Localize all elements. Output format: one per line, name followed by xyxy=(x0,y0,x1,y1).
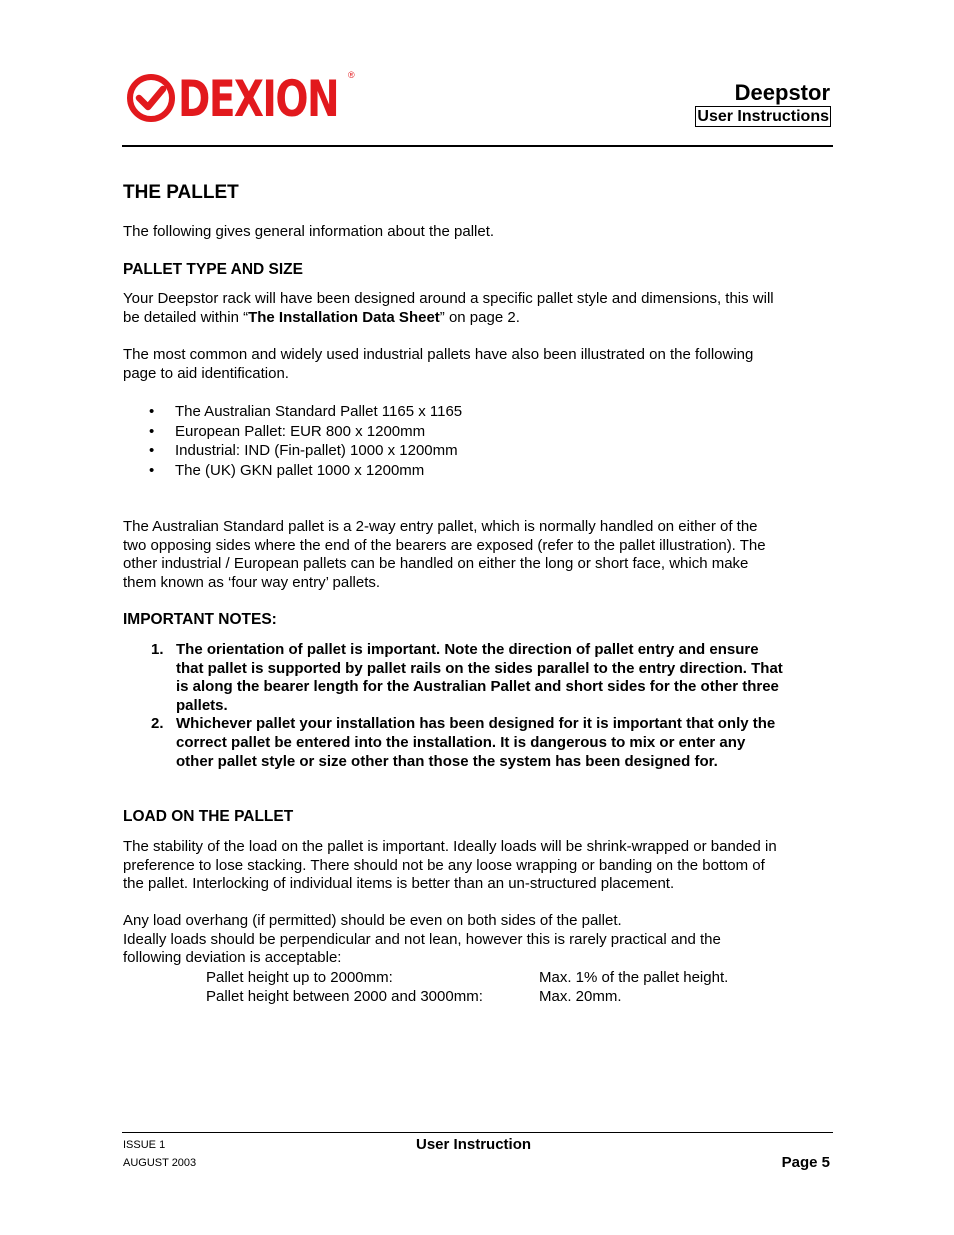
list-item: • European Pallet: EUR 800 x 1200mm xyxy=(149,422,426,440)
dexion-logo xyxy=(126,70,358,126)
pallet-type-para3 xyxy=(123,518,843,592)
deviation-row: Pallet height between 2000 and 3000mm: Max. 20mm. xyxy=(206,988,622,1005)
check-circle-icon xyxy=(126,73,176,123)
para-line: Ideally loads should be perpendicular and not lean, however this is rarely practical and the xyxy=(123,930,721,948)
footer-page-number: Page 5 xyxy=(781,1154,830,1171)
para-line: The Australian Standard pallet is a 2-way entry pallet, which is normally handled on either of the xyxy=(123,518,758,535)
note-item: 1. The orientation of pallet is important. Note the direction of pallet entry and ensure that pallet is supported by pallet rails on the sides parallel to the entry direction. That is along the bearer length for the Australian Pallet and short sides for the other three pallets. xyxy=(151,641,783,714)
footer-issue: ISSUE 1 xyxy=(123,1139,166,1151)
footer-title: User Instruction xyxy=(416,1136,532,1153)
list-item: • The (UK) GKN pallet 1000 x 1200mm xyxy=(149,461,425,479)
note-item: 2. Whichever pallet your installation has been designed for it is important that only the correct pallet be entered into the installation. It is dangerous to mix or enter any other pallet style or size other than those the system has been designed for. xyxy=(151,715,776,770)
pallet-type-heading: PALLET TYPE AND SIZE xyxy=(123,261,303,278)
notes-list xyxy=(123,641,843,771)
para-line: preference to lose stacking. There should not be any loose wrapping or banding on the bottom of xyxy=(123,856,765,874)
footer-date: AUGUST 2003 xyxy=(123,1157,197,1169)
pallet-type-para1 xyxy=(123,290,843,327)
para-line: Your Deepstor rack will have been designed around a specific pallet style and dimensions, this will xyxy=(123,290,774,307)
pallet-list xyxy=(123,402,723,480)
para-line: the pallet. Interlocking of individual items is better than an un-structured placement. xyxy=(123,875,675,892)
section-intro: The following gives general information about the pallet. xyxy=(123,223,495,240)
load-para2 xyxy=(123,912,843,968)
deviation-table xyxy=(206,968,806,1006)
para-line: following deviation is acceptable: xyxy=(123,949,342,966)
doc-type-label: User Instructions xyxy=(697,108,829,125)
registered-mark: ® xyxy=(348,70,355,80)
deviation-row: Pallet height up to 2000mm: Max. 1% of the pallet height. xyxy=(206,969,729,986)
list-item: • The Australian Standard Pallet 1165 x 1165 xyxy=(149,403,463,420)
para-line: The most common and widely used industrial pallets have also been illustrated on the following xyxy=(123,346,754,363)
section-title: THE PALLET xyxy=(123,182,239,203)
para-line: two opposing sides where the end of the bearers are exposed (refer to the pallet illustration). The xyxy=(123,536,766,554)
footer-rule xyxy=(122,1132,833,1133)
para-line: The stability of the load on the pallet is important. Ideally loads will be shrink-wrapped or banded in xyxy=(123,838,777,855)
pallet-type-para2 xyxy=(123,346,843,383)
para-line: be detailed within “The Installation Data Sheet” on page 2. xyxy=(123,308,520,326)
para-line: other industrial / European pallets can be handled on either the long or short face, which make xyxy=(123,555,749,572)
list-item: • Industrial: IND (Fin-pallet) 1000 x 1200mm xyxy=(149,442,458,460)
product-title: Deepstor xyxy=(734,80,830,105)
brand-wordmark: DEXION xyxy=(178,70,339,128)
para-line: page to aid identification. xyxy=(123,364,289,382)
load-para1 xyxy=(123,838,843,894)
para-line: them known as ‘four way entry’ pallets. xyxy=(123,573,381,591)
notes-heading: IMPORTANT NOTES: xyxy=(123,611,277,628)
para-line: Any load overhang (if permitted) should be even on both sides of the pallet. xyxy=(123,912,622,929)
header-rule xyxy=(122,145,833,147)
load-heading: LOAD ON THE PALLET xyxy=(123,808,294,825)
